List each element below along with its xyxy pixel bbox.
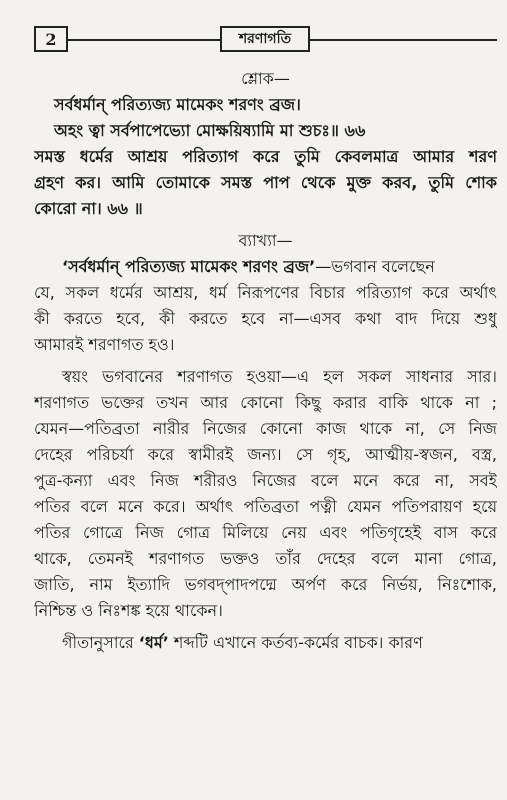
commentary-line: জাতি, নাম ইত্যাদি ভগবদ্পাদপদ্মে অর্পণ করে নির্ভয়, নিঃশোক, [34, 575, 497, 594]
commentary-line: দেহের পরিচর্যা করে স্বামীরই জন্য। সে গৃহ, আত্মীয়-স্বজন, বস্ত্র, [34, 445, 497, 464]
commentary-line: পতির বলে মনে করে। অর্থাৎ পতিব্রতা পত্নী যেমন পতিপরায়ণ হয়ে [34, 497, 497, 516]
commentary-line: যেমন—পতিব্রতা নারীর নিজের কোনো কাজ থাকে না, সে নিজ [34, 419, 497, 438]
commentary-line: শরণাগত ভক্তের তখন আর কোনো কিছু করার বাকি থাকে না ; [34, 393, 497, 412]
commentary-text: —ভগবান বলেছেন [315, 257, 435, 276]
commentary-line: আমারই শরণাগত হও। [34, 335, 175, 354]
sloka-label: শ্লোক— [241, 69, 290, 88]
commentary-line: থাকে, তেমনই শরণাগত ভক্তও তাঁর দেহের বলে মানা গোত্র, [34, 549, 497, 568]
translation-line: গ্রহণ কর। আমি তোমাকে সমস্ত পাপ থেকে মুক্ত করব, তুমি শোক [34, 173, 497, 192]
commentary-line [34, 254, 497, 280]
page-number: 2 [34, 26, 68, 52]
quoted-verse: ‘সর্বধর্মান্ পরিত্যজ্য মামেকং শরণং ব্রজ’ [62, 257, 316, 276]
commentary-line: পতির গোত্রে নিজ গোত্র মিলিয়ে নেয় এবং পতিগৃহেই বাস করে [34, 523, 497, 542]
sloka-line-2: অহং ত্বা সর্বপাপেভ্যো মোক্ষয়িষ্যামি মা শুচঃ॥ ৬৬ [54, 121, 366, 140]
running-title: শরণাগতি [220, 26, 310, 52]
page-header [34, 22, 497, 56]
commentary-label: ব্যাখ্যা— [238, 231, 293, 250]
commentary-text: গীতানুসারে [62, 633, 139, 652]
commentary-line: নিশ্চিন্ত ও নিঃশঙ্ক হয়ে থাকেন। [34, 601, 223, 620]
commentary-line: পুত্র-কন্যা এবং নিজ শরীরও নিজের বলে মনে করে না, সবই [34, 471, 497, 490]
translation-line: কোরো না। ৬৬ ॥ [34, 199, 143, 218]
commentary-line: কী করতে হবে, কী করতে হবে না—এসব কথা বাদ দিয়ে শুধু [34, 309, 497, 328]
sloka-line-1: সর্বধর্মান্ পরিত্যজ্য মামেকং শরণং ব্রজ। [54, 95, 301, 114]
page-body [34, 66, 497, 656]
translation-line: সমস্ত ধর্মের আশ্রয় পরিত্যাগ করে তুমি কেবলমাত্র আমার শরণ [34, 147, 497, 166]
commentary-line: স্বয়ং ভগবানের শরণাগত হওয়া—এ হল সকল সাধনার সার। [62, 367, 497, 386]
commentary-text: শব্দটি এখানে কর্তব্য-কর্মের বাচক। কারণ [168, 633, 423, 652]
commentary-line [34, 630, 497, 656]
commentary-line: যে, সকল ধর্মের আশ্রয়, ধর্ম নিরূপণের বিচার পরিত্যাগ করে অর্থাৎ [34, 283, 497, 302]
quoted-term: ‘ধর্ম’ [138, 633, 169, 652]
